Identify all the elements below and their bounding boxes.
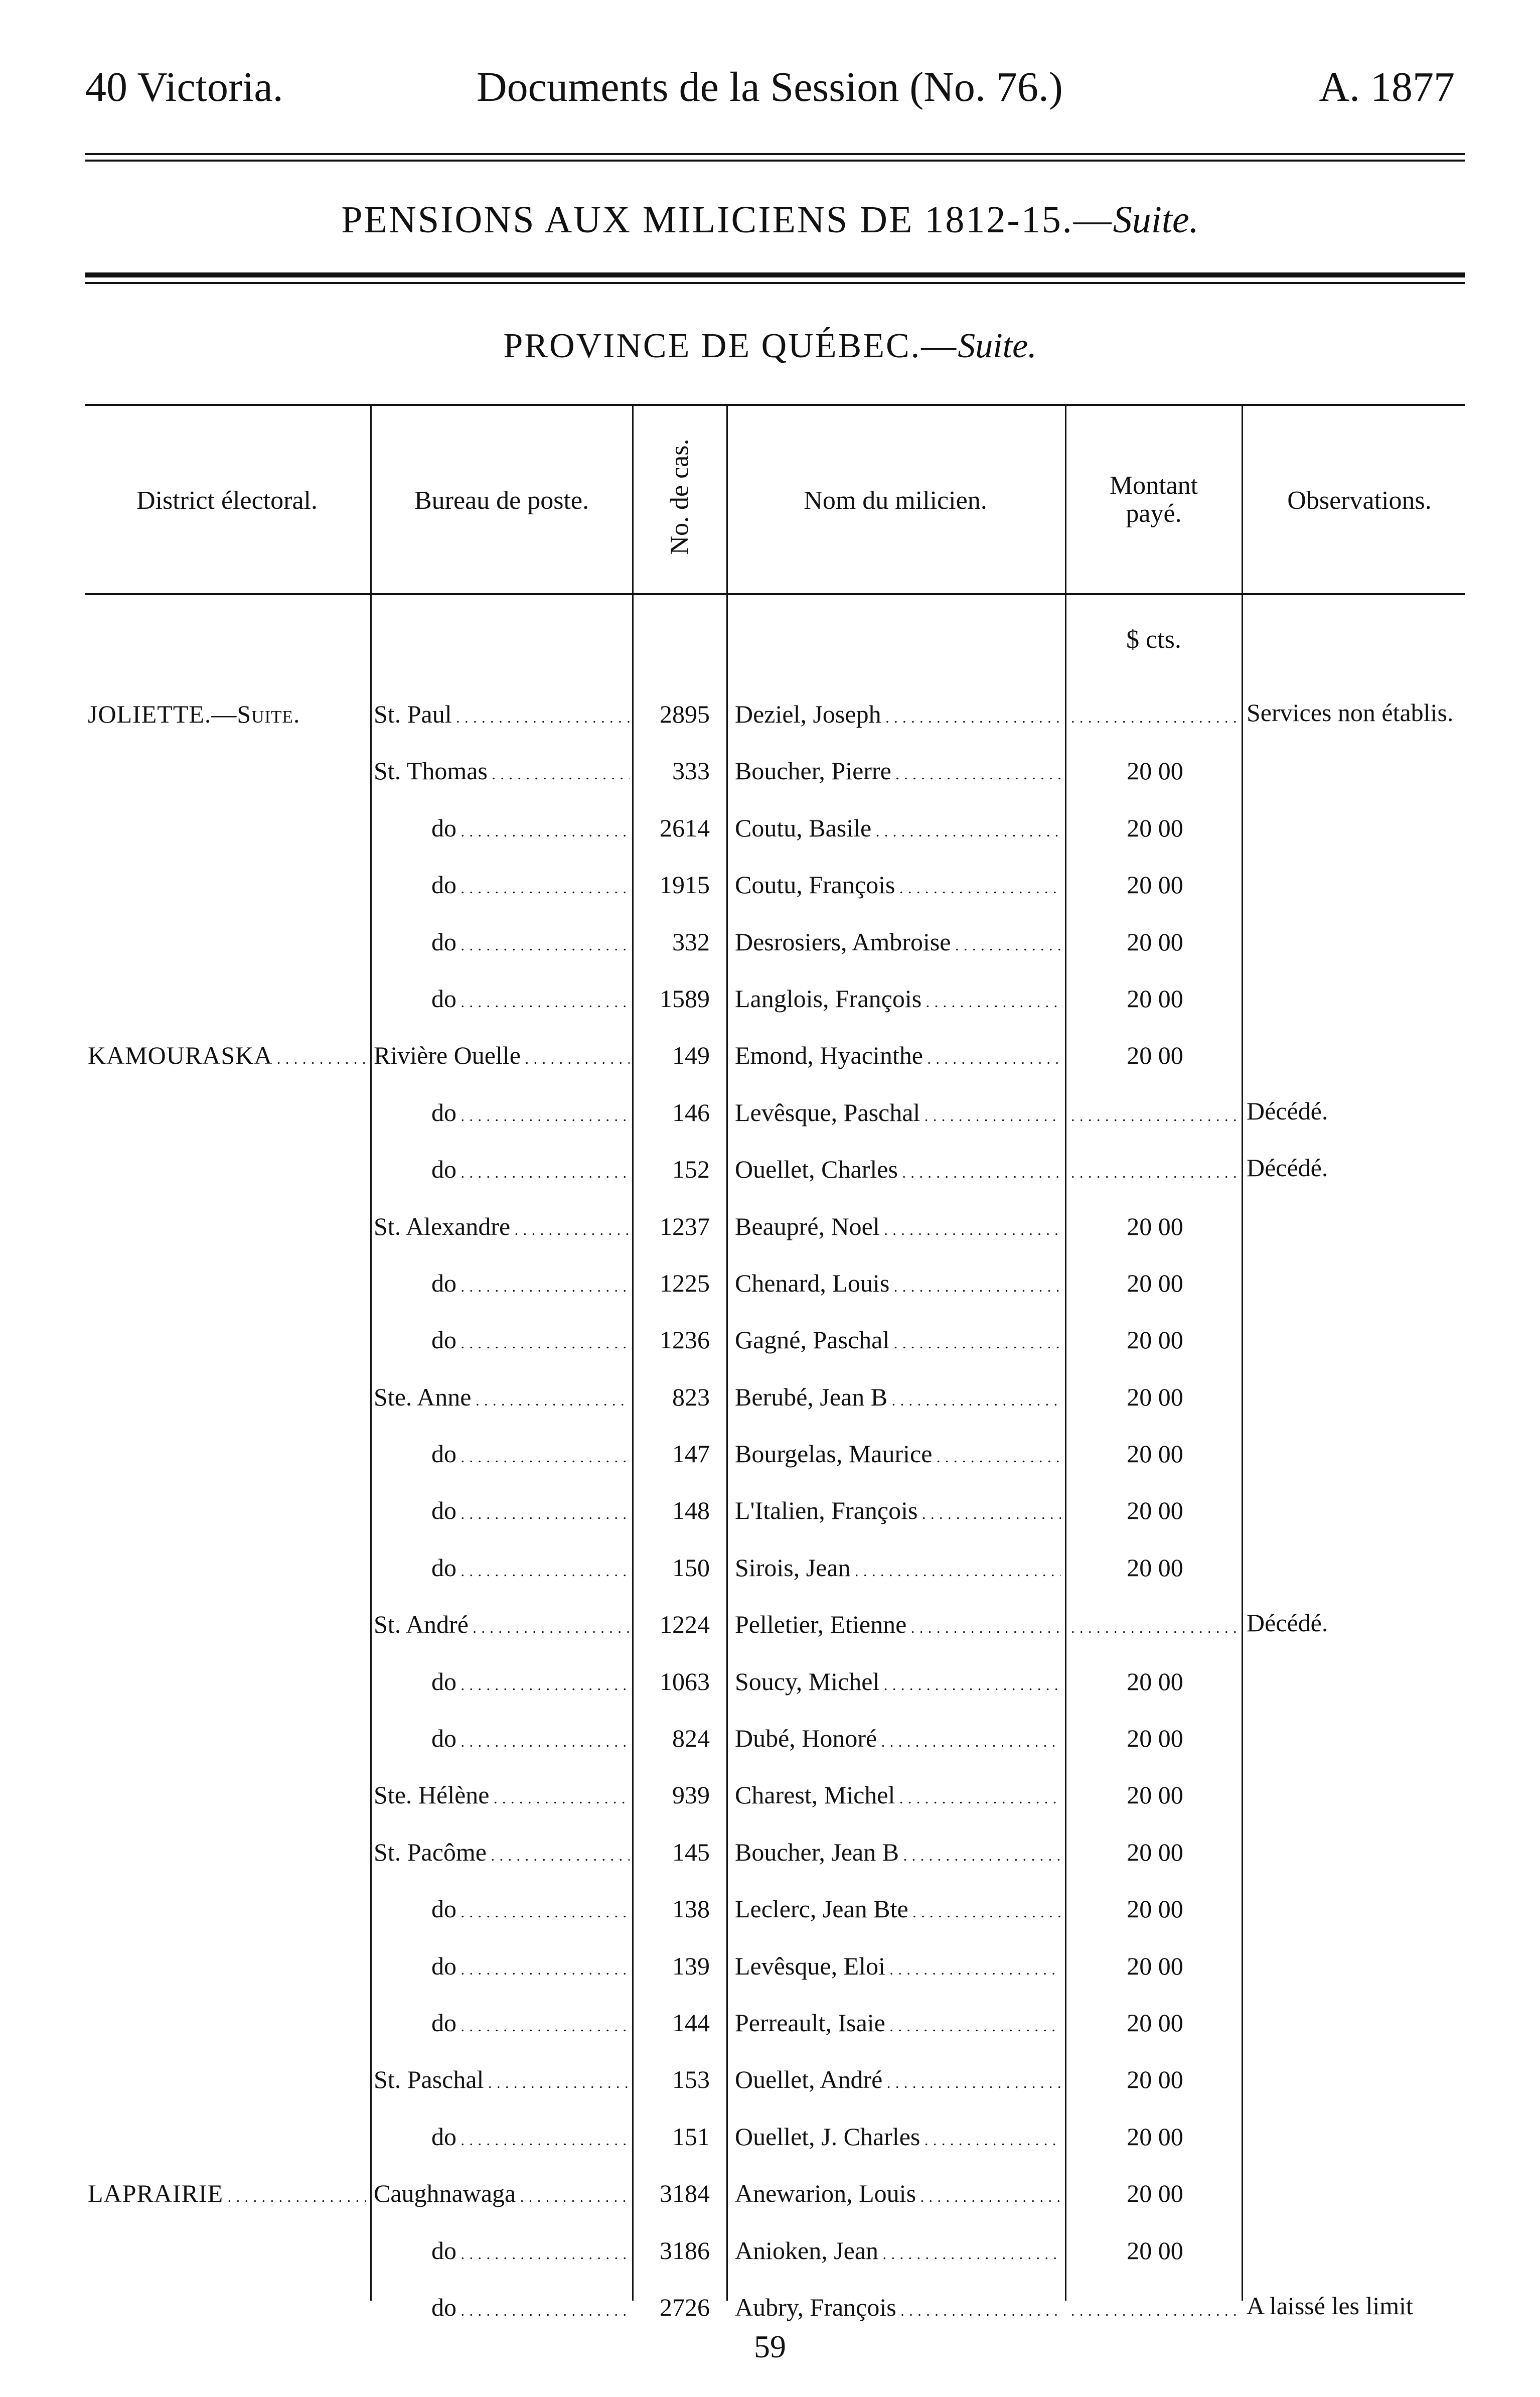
column-header-observations: Observations. <box>1287 486 1432 515</box>
amount-cell <box>1071 699 1239 729</box>
militiaman-name-cell: Berubé, Jean B . . . <box>735 1382 1061 1412</box>
bureau-cell: do . . . <box>431 2293 630 2322</box>
observation-cell: Services non établis. <box>1247 699 1454 726</box>
amount-cell: 20 00 <box>1127 1041 1183 1070</box>
militiaman-name-cell: Levêsque, Paschal . . . <box>735 1098 1061 1127</box>
amount-cell: 20 00 <box>1127 813 1183 842</box>
table-row <box>0 1940 1540 1997</box>
column-header-nom: Nom du milicien. <box>804 486 987 515</box>
militiaman-name-cell: Boucher, Jean B . . . <box>735 1838 1061 1867</box>
observation-cell: Décédé. <box>1247 1610 1328 1636</box>
table-row <box>0 1599 1540 1655</box>
table-row <box>0 2225 1540 2282</box>
bureau-cell: do . . . <box>431 1439 630 1468</box>
province-subtitle-suffix: Suite. <box>958 327 1037 365</box>
money-unit: $ cts. <box>1126 625 1181 654</box>
amount-cell: 20 00 <box>1127 1951 1183 1980</box>
militiaman-name-cell: Coutu, François . . . <box>735 870 1061 899</box>
table-row <box>0 2168 1540 2224</box>
case-number-cell: 3186 <box>660 2236 710 2265</box>
bureau-cell: St. Pacôme . . . <box>374 1838 630 1867</box>
militiaman-name-cell: Desrosiers, Ambroise . . . <box>735 927 1061 956</box>
header-session: 40 Victoria. <box>85 64 283 110</box>
table-row <box>0 1201 1540 1257</box>
case-number-cell: 2895 <box>660 700 710 728</box>
table-header-rule <box>85 593 1465 595</box>
bureau-cell: do . . . <box>431 2236 630 2265</box>
table-row <box>0 1257 1540 1314</box>
bureau-cell: St. Paul . . . <box>374 699 630 729</box>
amount-cell: 20 00 <box>1127 2065 1183 2094</box>
amount-cell: 20 00 <box>1127 2179 1183 2208</box>
amount-cell: 20 00 <box>1127 1382 1183 1411</box>
militiaman-name-cell: Sirois, Jean . . . <box>735 1553 1061 1582</box>
table-row <box>0 1769 1540 1826</box>
case-number-cell: 1915 <box>660 871 710 899</box>
case-number-cell: 1236 <box>660 1326 710 1354</box>
bureau-cell: do . . . <box>431 2008 630 2037</box>
amount-cell: 20 00 <box>1127 1268 1183 1297</box>
amount-cell <box>1071 1610 1239 1639</box>
bureau-cell: do . . . <box>431 1724 630 1753</box>
militiaman-name-cell: Aubry, François . . . <box>735 2293 1061 2322</box>
table-row <box>0 1030 1540 1086</box>
table-row <box>0 688 1540 745</box>
bureau-cell: do . . . <box>431 927 630 956</box>
bureau-cell: Ste. Hélène . . . <box>374 1780 630 1809</box>
amount-cell: 20 00 <box>1127 984 1183 1013</box>
table-row <box>0 1542 1540 1599</box>
page-title-suffix: Suite. <box>1113 199 1199 241</box>
militiaman-name-cell: Charest, Michel . . . <box>735 1780 1061 1809</box>
militiaman-name-cell: Bourgelas, Maurice . . . <box>735 1439 1061 1468</box>
district-cell: JOLIETTE.—Suite. <box>88 700 300 728</box>
militiaman-name-cell: Soucy, Michel . . . <box>735 1667 1061 1696</box>
table-row <box>0 1485 1540 1541</box>
bureau-cell: do . . . <box>431 813 630 842</box>
table-row <box>0 859 1540 916</box>
table-row <box>0 1087 1540 1144</box>
militiaman-name-cell: Deziel, Joseph . . . <box>735 699 1061 729</box>
case-number-cell: 149 <box>672 1041 710 1070</box>
table-row <box>0 1371 1540 1428</box>
province-subtitle <box>0 326 1540 366</box>
bureau-cell: St. Thomas . . . <box>374 756 630 785</box>
bureau-cell: do . . . <box>431 1553 630 1582</box>
bureau-cell: do . . . <box>431 1894 630 1923</box>
militiaman-name-cell: Dubé, Honoré . . . <box>735 1724 1061 1753</box>
header-rule-top <box>85 153 1465 155</box>
militiaman-name-cell: Levêsque, Eloi . . . <box>735 1951 1061 1981</box>
case-number-cell: 1063 <box>660 1667 710 1696</box>
bureau-cell: do . . . <box>431 1496 630 1525</box>
column-header-district: District électoral. <box>136 486 318 515</box>
amount-cell: 20 00 <box>1127 1895 1183 1923</box>
page-title <box>0 198 1540 242</box>
militiaman-name-cell: L'Italien, François . . . <box>735 1496 1061 1525</box>
title-rule-thin <box>85 282 1465 284</box>
bureau-cell: St. Alexandre . . . <box>374 1212 630 1241</box>
column-header-bureau: Bureau de poste. <box>414 486 589 515</box>
case-number-cell: 150 <box>672 1553 710 1582</box>
militiaman-name-cell: Ouellet, André . . . <box>735 2065 1061 2094</box>
observation-cell: A laissé les limit <box>1247 2292 1413 2319</box>
header-documents: Documents de la Session (No. 76.) <box>477 64 1063 110</box>
column-header-cas <box>637 411 722 582</box>
case-number-cell: 139 <box>672 1951 710 1980</box>
province-subtitle-main: PROVINCE DE QUÉBEC.— <box>503 327 958 365</box>
bureau-cell: Rivière Ouelle . . . <box>374 1041 630 1070</box>
table-row <box>0 802 1540 859</box>
militiaman-name-cell: Ouellet, J. Charles . . . <box>735 2122 1061 2151</box>
observation-cell: Décédé. <box>1247 1097 1328 1124</box>
bureau-cell: do . . . <box>431 1667 630 1696</box>
bureau-cell: do . . . <box>431 1155 630 1184</box>
amount-cell: 20 00 <box>1127 757 1183 785</box>
amount-cell: 20 00 <box>1127 2236 1183 2265</box>
case-number-cell: 333 <box>672 757 710 785</box>
case-number-cell: 823 <box>672 1382 710 1411</box>
amount-cell: 20 00 <box>1127 2122 1183 2151</box>
header-year: A. 1877 <box>1319 64 1455 110</box>
case-number-cell: 2614 <box>660 813 710 842</box>
table-row <box>0 1713 1540 1769</box>
amount-cell: 20 00 <box>1127 1553 1183 1582</box>
case-number-cell: 145 <box>672 1838 710 1866</box>
amount-cell <box>1071 1098 1239 1127</box>
title-rule-thick <box>85 272 1465 277</box>
case-number-cell: 138 <box>672 1895 710 1923</box>
bureau-cell: St. André . . . <box>374 1610 630 1639</box>
column-header-montant: Montant payé. <box>1109 471 1198 528</box>
bureau-cell: do . . . <box>431 1268 630 1298</box>
militiaman-name-cell: Boucher, Pierre . . . <box>735 756 1061 785</box>
militiaman-name-cell: Anioken, Jean . . . <box>735 2236 1061 2265</box>
bureau-cell: Ste. Anne . . . <box>374 1382 630 1412</box>
amount-cell <box>1071 1155 1239 1184</box>
case-number-cell: 824 <box>672 1724 710 1753</box>
district-cell: LAPRAIRIE . . . <box>88 2179 366 2208</box>
amount-cell: 20 00 <box>1127 2008 1183 2037</box>
header-rule-bottom <box>85 160 1465 162</box>
militiaman-name-cell: Emond, Hyacinthe . . . <box>735 1041 1061 1070</box>
bureau-cell: do . . . <box>431 984 630 1013</box>
militiaman-name-cell: Langlois, François . . . <box>735 984 1061 1013</box>
case-number-cell: 144 <box>672 2008 710 2037</box>
table-row <box>0 1997 1540 2054</box>
table-row <box>0 1826 1540 1883</box>
militiaman-name-cell: Gagné, Paschal . . . <box>735 1325 1061 1354</box>
district-cell: KAMOURASKA . . . <box>88 1041 366 1070</box>
amount-cell <box>1071 2293 1239 2322</box>
bureau-cell: Caughnawaga . . . <box>374 2179 630 2208</box>
bureau-cell: do . . . <box>431 1951 630 1981</box>
page-title-main: PENSIONS AUX MILICIENS DE 1812-15.— <box>341 199 1113 241</box>
case-number-cell: 146 <box>672 1098 710 1126</box>
page-number: 59 <box>754 2329 786 2364</box>
table-row <box>0 2111 1540 2168</box>
amount-cell: 20 00 <box>1127 1212 1183 1240</box>
table-row <box>0 1314 1540 1371</box>
case-number-cell: 1224 <box>660 1610 710 1639</box>
column-header-cas-label: No. de cas. <box>665 439 694 555</box>
table-row <box>0 916 1540 973</box>
case-number-cell: 1589 <box>660 984 710 1013</box>
table-row <box>0 973 1540 1030</box>
case-number-cell: 152 <box>672 1155 710 1184</box>
table-row <box>0 2054 1540 2110</box>
amount-cell: 20 00 <box>1127 1496 1183 1525</box>
bureau-cell: do . . . <box>431 1098 630 1127</box>
case-number-cell: 1225 <box>660 1268 710 1297</box>
militiaman-name-cell: Anewarion, Louis . . . <box>735 2179 1061 2208</box>
militiaman-name-cell: Perreault, Isaie . . . <box>735 2008 1061 2037</box>
case-number-cell: 3184 <box>660 2179 710 2208</box>
bureau-cell: do . . . <box>431 2122 630 2151</box>
militiaman-name-cell: Pelletier, Etienne . . . <box>735 1610 1061 1639</box>
militiaman-name-cell: Coutu, Basile . . . <box>735 813 1061 842</box>
table-row <box>0 1428 1540 1485</box>
militiaman-name-cell: Leclerc, Jean Bte . . . <box>735 1894 1061 1923</box>
case-number-cell: 2726 <box>660 2293 710 2321</box>
bureau-cell: St. Paschal . . . <box>374 2065 630 2094</box>
amount-cell: 20 00 <box>1127 1838 1183 1866</box>
case-number-cell: 151 <box>672 2122 710 2151</box>
table-row <box>0 1656 1540 1713</box>
observation-cell: Décédé. <box>1247 1155 1328 1181</box>
militiaman-name-cell: Ouellet, Charles . . . <box>735 1155 1061 1184</box>
bureau-cell: do . . . <box>431 870 630 899</box>
amount-cell: 20 00 <box>1127 1724 1183 1753</box>
case-number-cell: 939 <box>672 1781 710 1809</box>
militiaman-name-cell: Chenard, Louis . . . <box>735 1268 1061 1298</box>
case-number-cell: 153 <box>672 2065 710 2094</box>
amount-cell: 20 00 <box>1127 1667 1183 1696</box>
militiaman-name-cell: Beaupré, Noel . . . <box>735 1212 1061 1241</box>
case-number-cell: 1237 <box>660 1212 710 1240</box>
bureau-cell: do . . . <box>431 1325 630 1354</box>
running-header <box>0 53 1540 118</box>
table-top-rule <box>85 404 1465 406</box>
case-number-cell: 147 <box>672 1440 710 1468</box>
amount-cell: 20 00 <box>1127 927 1183 956</box>
pension-table-body <box>0 688 1540 2338</box>
case-number-cell: 148 <box>672 1496 710 1525</box>
table-row <box>0 1883 1540 1940</box>
table-row <box>0 1144 1540 1200</box>
amount-cell: 20 00 <box>1127 1781 1183 1809</box>
table-row <box>0 745 1540 802</box>
amount-cell: 20 00 <box>1127 871 1183 899</box>
case-number-cell: 332 <box>672 927 710 956</box>
amount-cell: 20 00 <box>1127 1326 1183 1354</box>
amount-cell: 20 00 <box>1127 1440 1183 1468</box>
